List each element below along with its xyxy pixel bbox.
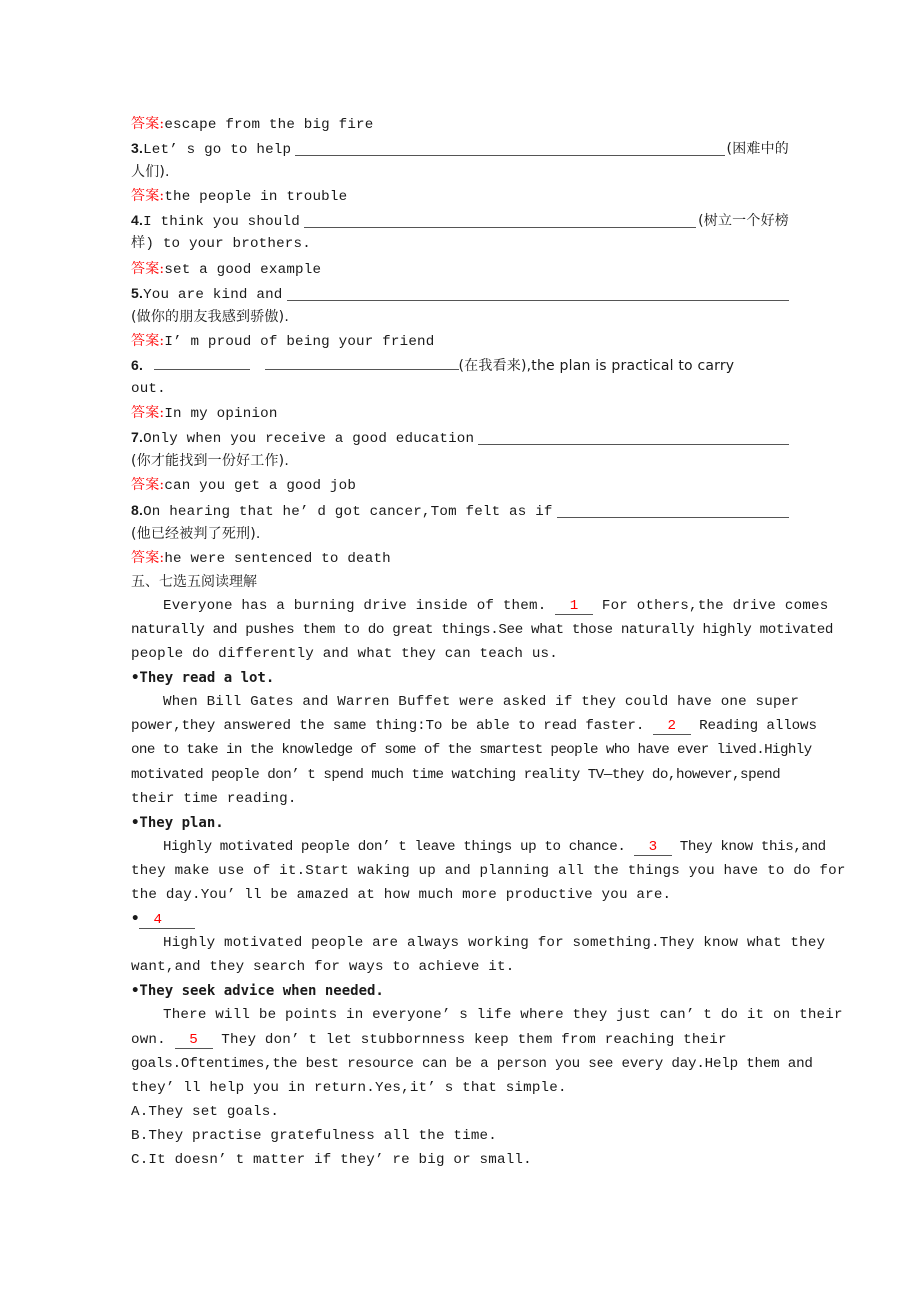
answer-text: In my opinion bbox=[164, 406, 278, 423]
question-number: 5. bbox=[131, 284, 144, 301]
question-prefix: Let’ s go to help bbox=[143, 142, 292, 159]
gap-4[interactable]: 4 bbox=[139, 912, 195, 929]
question-hint: (在我看来),the plan is practical to carry bbox=[458, 357, 735, 374]
para-read-line-3: one to take in the knowledge of some of the smartest people who have ever lived.Highly bbox=[131, 742, 812, 759]
question-8 bbox=[131, 498, 789, 522]
intro-text: Everyone has a burning drive inside of them. bbox=[163, 597, 547, 614]
question-hint: (困难中的 bbox=[726, 141, 789, 158]
answer-blank[interactable] bbox=[295, 154, 724, 156]
answer-blank[interactable] bbox=[478, 443, 789, 445]
para-text: They know this,and bbox=[679, 838, 826, 855]
answer-blank-1[interactable] bbox=[154, 354, 250, 370]
question-prefix: Only when you receive a good education bbox=[143, 431, 475, 448]
question-prefix: On hearing that he’ d got cancer,Tom felt as if bbox=[143, 503, 553, 520]
answer-label: 答案: bbox=[131, 116, 165, 132]
answer-text: escape from the big fire bbox=[164, 117, 374, 133]
question-hint-cont: out. bbox=[131, 381, 166, 398]
question-6-cont bbox=[131, 377, 789, 401]
answer-line-2 bbox=[131, 112, 789, 136]
question-3 bbox=[131, 136, 789, 160]
answer-line-7 bbox=[131, 473, 789, 497]
answer-text: can you get a good job bbox=[164, 478, 357, 495]
heading-goals bbox=[131, 907, 789, 931]
para-text: Reading allows bbox=[699, 718, 817, 735]
para-text: They don’ t let stubbornness keep them from reaching their bbox=[221, 1031, 727, 1048]
heading-read-a-lot: •They read a lot. bbox=[131, 670, 275, 687]
answer-blank[interactable] bbox=[557, 516, 789, 518]
question-number: 3. bbox=[131, 140, 144, 157]
question-hint-cont: (你才能找到一份好工作). bbox=[131, 453, 289, 470]
answer-label: 答案: bbox=[131, 477, 165, 494]
para-text: power,they answered the same thing:To be able to read faster. bbox=[131, 718, 645, 735]
para-text: own. bbox=[131, 1031, 166, 1048]
answer-line-5 bbox=[131, 329, 789, 353]
intro-text: For others,the drive comes bbox=[601, 597, 829, 614]
gap-3[interactable]: 3 bbox=[634, 839, 672, 856]
question-hint-cont: (做你的朋友我感到骄傲). bbox=[131, 308, 289, 325]
para-plan-line-3: the day.You’ ll be amazed at how much more productive you are. bbox=[131, 887, 672, 903]
question-5 bbox=[131, 281, 789, 305]
para-read-line-1: When Bill Gates and Warren Buffet were asked if they could have one super bbox=[163, 694, 800, 711]
question-prefix: You are kind and bbox=[143, 286, 283, 303]
answer-blank-2[interactable] bbox=[265, 354, 459, 370]
para-plan-line-2: they make use of it.Start waking up and planning all the things you have to do for bbox=[131, 862, 846, 879]
question-number: 6. bbox=[131, 356, 144, 373]
answer-line-6 bbox=[131, 401, 789, 425]
question-7-cont bbox=[131, 449, 789, 473]
heading-plan: •They plan. bbox=[131, 814, 224, 831]
option-b: B.They practise gratefulness all the time. bbox=[131, 1127, 497, 1144]
para-read-line-5: their time reading. bbox=[131, 790, 297, 807]
question-8-cont bbox=[131, 522, 789, 546]
question-prefix: I think you should bbox=[143, 214, 300, 231]
question-number: 7. bbox=[131, 429, 144, 446]
gap-1[interactable]: 1 bbox=[555, 598, 593, 615]
answer-label: 答案: bbox=[131, 332, 165, 349]
answer-text: he were sentenced to death bbox=[164, 550, 391, 567]
answer-label: 答案: bbox=[131, 260, 165, 277]
option-c: C.It doesn’ t matter if they’ re big or small. bbox=[131, 1152, 532, 1169]
para-advice-line-2 bbox=[131, 1028, 789, 1052]
para-read-line-4: motivated people don’ t spend much time watching reality TV—they do,however,spend bbox=[131, 766, 781, 783]
answer-line-8 bbox=[131, 546, 789, 570]
para-advice-line-4: they’ ll help you in return.Yes,it’ s that simple. bbox=[131, 1079, 567, 1096]
para-plan-line-1 bbox=[131, 835, 826, 859]
answer-line-3 bbox=[131, 184, 789, 208]
para-read-line-2 bbox=[131, 714, 817, 738]
answer-text: I’ m proud of being your friend bbox=[164, 333, 435, 350]
para-advice-line-1: There will be points in everyone’ s life where they just can’ t do it on their bbox=[163, 1007, 843, 1024]
gap-2[interactable]: 2 bbox=[653, 718, 691, 735]
answer-blank[interactable] bbox=[304, 226, 696, 228]
answer-blank[interactable] bbox=[287, 299, 789, 301]
answer-line-4 bbox=[131, 257, 789, 281]
question-number: 4. bbox=[131, 212, 144, 229]
answer-text: the people in trouble bbox=[164, 189, 348, 206]
question-5-cont bbox=[131, 305, 789, 329]
heading-seek-advice: •They seek advice when needed. bbox=[131, 983, 384, 1000]
question-4-cont bbox=[131, 232, 789, 256]
option-a: A.They set goals. bbox=[131, 1103, 280, 1120]
question-hint-cont: 样) to your brothers. bbox=[131, 236, 311, 253]
answer-label: 答案: bbox=[131, 188, 165, 205]
question-4 bbox=[131, 208, 789, 232]
answer-label: 答案: bbox=[131, 405, 165, 422]
intro-line-2: naturally and pushes them to do great things.See what those naturally highly motivated bbox=[131, 621, 834, 638]
para-advice-line-3: goals.Oftentimes,the best resource can be a person you see every day.Help them and bbox=[131, 1055, 813, 1072]
question-number: 8. bbox=[131, 501, 144, 518]
para-text: Highly motivated people don’ t leave things up to chance. bbox=[163, 838, 626, 855]
para-goals-line-2: want,and they search for ways to achieve it. bbox=[131, 959, 515, 976]
gap-5[interactable]: 5 bbox=[175, 1032, 213, 1049]
question-3-cont bbox=[131, 160, 789, 184]
intro-line-3: people do differently and what they can teach us. bbox=[131, 646, 558, 663]
document-page bbox=[131, 112, 846, 1172]
question-hint: (树立一个好榜 bbox=[698, 213, 789, 230]
intro-line-1 bbox=[131, 594, 829, 618]
section-title: 五、七选五阅读理解 bbox=[131, 573, 257, 590]
question-7 bbox=[131, 425, 789, 449]
para-goals-line-1: Highly motivated people are always working for something.They know what they bbox=[163, 935, 826, 952]
answer-label: 答案: bbox=[131, 549, 165, 566]
question-hint-cont: (他已经被判了死刑). bbox=[131, 525, 261, 542]
question-hint-cont: 人们). bbox=[131, 164, 170, 181]
answer-text: set a good example bbox=[164, 261, 322, 278]
question-6 bbox=[131, 353, 789, 377]
bullet: • bbox=[131, 911, 140, 928]
